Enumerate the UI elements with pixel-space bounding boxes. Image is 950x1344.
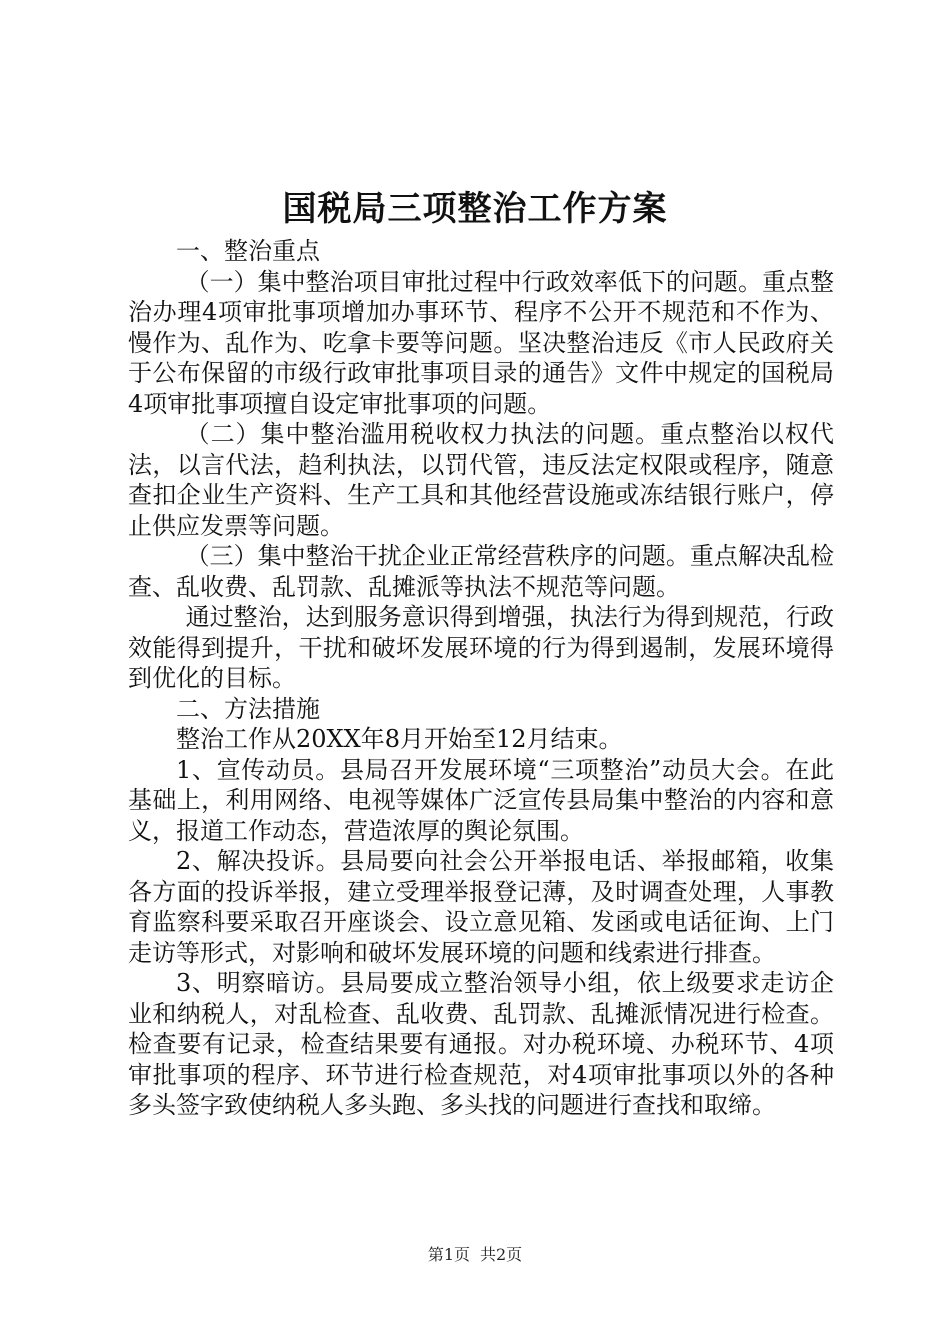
- paragraph-goal: 通过整治，达到服务意识得到增强，执法行为得到规范，行政效能得到提升，干扰和破坏发展环境的行为得到遏制，发展环境得到优化的目标。: [128, 603, 834, 692]
- page-number-current: 第1页: [427, 1245, 470, 1264]
- paragraph-method-2: 2、解决投诉。县局要向社会公开举报电话、举报邮箱，收集各方面的投诉举报，建立受理举报登记薄，及时调查处理，人事教育监察科要采取召开座谈会、设立意见箱、发函或电话征询、上门走访等形式，对影响和破坏发展环境的问题和线索进行排查。: [128, 847, 834, 967]
- paragraph-item-3: （三）集中整治干扰企业正常经营秩序的问题。重点解决乱检查、乱收费、乱罚款、乱摊派等执法不规范等问题。: [128, 542, 834, 601]
- paragraph-method-1: 1、宣传动员。县局召开发展环境“三项整治”动员大会。在此基础上，利用网络、电视等媒体广泛宣传县局集中整治的内容和意义，报道工作动态，营造浓厚的舆论氛围。: [128, 755, 834, 845]
- paragraph-timeline: 整治工作从20XX年8月开始至12月结束。: [176, 725, 623, 753]
- section-heading-methods: 二、方法措施: [176, 694, 320, 723]
- paragraph-method-3: 3、明察暗访。县局要成立整治领导小组，依上级要求走访企业和纳税人，对乱检查、乱收费、乱罚款、乱摊派情况进行检查。检查要有记录，检查结果要有通报。对办税环境、办税环节、4项审批事项的程序、环节进行检查规范，对4项审批事项以外的各种多头签字致使纳税人多头跑、多头找的问题进行查找和取缔。: [128, 969, 834, 1119]
- page-footer: [0, 1243, 950, 1267]
- paragraph-item-1: （一）集中整治项目审批过程中行政效率低下的问题。重点整治办理4项审批事项增加办事环节、程序不公开不规范和不作为、慢作为、乱作为、吃拿卡要等问题。坚决整治违反《市人民政府关于公布保留的市级行政审批事项目录的通告》文件中规定的国税局4项审批事项擅自设定审批事项的问题。: [128, 267, 834, 418]
- document-title: 国税局三项整治工作方案: [282, 189, 668, 229]
- page-number-total: 共2页: [480, 1245, 523, 1264]
- paragraph-item-2: （二）集中整治滥用税收权力执法的问题。重点整治以权代法，以言代法，趋利执法，以罚代管，违反法定权限或程序，随意查扣企业生产资料、生产工具和其他经营设施或冻结银行账户，停止供应发票等问题。: [128, 420, 834, 540]
- document-body: [128, 236, 834, 1121]
- section-heading-focus: 一、整治重点: [176, 237, 320, 265]
